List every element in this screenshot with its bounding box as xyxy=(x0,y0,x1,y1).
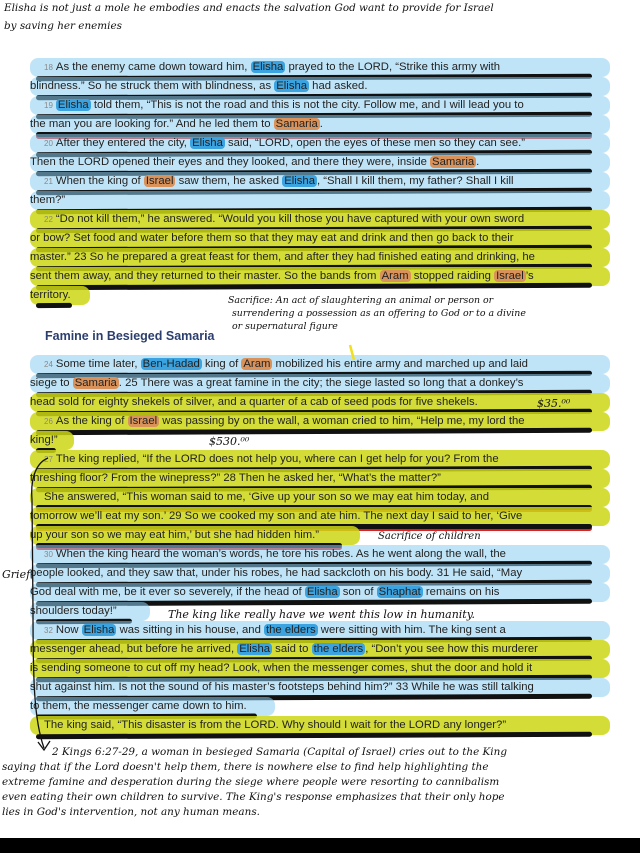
verse-text: the man you are looking for.” And he led them to xyxy=(30,118,274,130)
summary-line1: 2 Kings 6:27-29, a woman in besieged Samaria (Capital of Israel) cries out to the King xyxy=(52,746,507,758)
name-highlight: Elisha xyxy=(239,643,271,655)
verse-line xyxy=(30,286,90,305)
verse-text: She answered, “This woman said to me, ‘Give up your son so we may eat him today, and xyxy=(44,491,489,503)
summary-line2: saying that if the Lord doesn't help them, there is nowhere else to find help highlighting the xyxy=(2,761,489,773)
passage-2 xyxy=(30,355,610,735)
verse-line xyxy=(30,602,150,621)
verse-text: messenger ahead, but before he arrived, xyxy=(30,643,238,655)
verse-text: told them, “This is not the road and this is not the city. Follow me, and I will lead you to xyxy=(90,99,524,111)
verse-text: remains on his xyxy=(422,586,500,598)
verse-line xyxy=(30,488,610,507)
verse-line xyxy=(30,153,610,172)
verse-text: As the enemy came down toward him, xyxy=(55,61,251,73)
verse-line xyxy=(30,621,610,640)
verse-text: . xyxy=(319,118,323,130)
verse-number: 19 xyxy=(44,101,53,110)
verse-text: had asked. xyxy=(309,80,368,92)
verse-text: After they entered the city, xyxy=(55,137,191,149)
verse-text: them?” xyxy=(30,194,66,206)
verse-number: 30 xyxy=(44,550,53,559)
verse-text: siege to xyxy=(30,377,73,389)
verse-text: king of xyxy=(201,358,242,370)
humanity-note: The king like really have we went this low in humanity. xyxy=(168,608,475,621)
verse-line xyxy=(30,564,610,583)
name-highlight: Aram xyxy=(243,358,271,370)
verse-line xyxy=(30,191,610,210)
section-heading: Famine in Besieged Samaria xyxy=(45,329,215,343)
verse-text: Some time later, xyxy=(55,358,141,370)
verse-line xyxy=(30,248,610,267)
name-highlight: Aram xyxy=(381,270,409,282)
name-highlight: Elisha xyxy=(57,99,89,111)
top-note-line1: Elisha is not just a mole he embodies and enacts the salvation God want to provide for Israel xyxy=(4,2,494,14)
price-note-530: $530.⁰⁰ xyxy=(209,435,250,448)
verse-text: The king replied, “If the LORD does not help you, where can I get help for you? From the xyxy=(55,453,499,465)
verse-text: The king said, “This disaster is from the LORD. Why should I wait for the LORD any longer?” xyxy=(44,719,507,731)
verse-text: mobilized his entire army and marched up and laid xyxy=(272,358,528,370)
verse-text: territory. xyxy=(30,289,71,301)
verse-text: to them, the messenger came down to him. xyxy=(30,700,247,712)
summary-line3: extreme famine and desperation during the siege where people were resorting to cannibalism xyxy=(2,776,500,788)
verse-text: was sitting in his house, and xyxy=(116,624,265,636)
verse-number: 27 xyxy=(44,455,53,464)
sacrifice-note-l1: Sacrifice: An act of slaughtering an animal or person or xyxy=(228,295,494,306)
verse-line xyxy=(30,716,610,735)
name-highlight: the elders xyxy=(266,624,316,636)
verse-number: 18 xyxy=(44,63,53,72)
verse-text: head sold for eighty shekels of silver, and a quarter of a cab of seed pods for five shekels. xyxy=(30,396,478,408)
verse-text: master.” 23 So he prepared a great feast for them, and after they had finished eating and drinking, he xyxy=(30,251,535,263)
sacrifice-children-note: Sacrifice of children xyxy=(378,531,481,542)
summary-line4: even eating their own children to survive. The King's response emphasizes that their only hope xyxy=(2,791,505,803)
verse-line xyxy=(30,58,610,77)
verse-text: tomorrow we’ll eat my son.’ 29 So we cooked my son and ate him. The next day I said to her, ‘Give xyxy=(30,510,523,522)
top-note-line2: by saving her enemies xyxy=(4,20,122,32)
verse-line xyxy=(30,77,610,96)
verse-number: 26 xyxy=(44,417,53,426)
name-highlight: Samaria xyxy=(432,156,475,168)
verse-line xyxy=(30,210,610,229)
verse-text: . 25 There was a great famine in the city; the siege lasted so long that a donkey’s xyxy=(118,377,524,389)
name-highlight: Elisha xyxy=(276,80,308,92)
verse-text: ’s xyxy=(525,270,534,282)
verse-text: were sitting with him. The king sent a xyxy=(317,624,506,636)
verse-line xyxy=(30,583,610,602)
verse-text: “Do not kill them,” he answered. “Would you kill those you have captured with your own sword xyxy=(55,213,525,225)
name-highlight: Shaphat xyxy=(378,586,421,598)
verse-line xyxy=(30,412,610,431)
verse-line xyxy=(30,229,610,248)
verse-line xyxy=(30,96,610,115)
price-note-35: $35.⁰⁰ xyxy=(537,397,571,410)
verse-number: 22 xyxy=(44,215,53,224)
name-highlight: Elisha xyxy=(252,61,284,73)
summary-line5: lies in God's intervention, not any human means. xyxy=(2,806,260,818)
verse-text: God deal with me, be it ever so severely, if the head of xyxy=(30,586,305,598)
verse-text: When the king heard the woman’s words, he tore his robes. As he went along the wall, the xyxy=(55,548,506,560)
name-highlight: Israel xyxy=(129,415,158,427)
verse-line xyxy=(30,545,610,564)
verse-number: 21 xyxy=(44,177,53,186)
verse-text: stopped raiding xyxy=(410,270,495,282)
verse-text: . xyxy=(476,156,480,168)
verse-line xyxy=(30,431,74,450)
verse-number: 20 xyxy=(44,139,53,148)
name-highlight: Samaria xyxy=(74,377,117,389)
verse-line xyxy=(30,134,610,153)
name-highlight: Elisha xyxy=(306,586,338,598)
verse-line xyxy=(30,678,610,697)
name-highlight: Elisha xyxy=(284,175,315,187)
sacrifice-note-l2: surrendering a possession as an offering to God or to a divine xyxy=(232,308,526,319)
verse-text: blindness.” So he struck them with blindness, as xyxy=(30,80,275,92)
verse-text: king!” xyxy=(30,434,58,446)
verse-line xyxy=(30,115,610,134)
verse-text: shoulders today!” xyxy=(30,605,117,617)
verse-text: When the king of xyxy=(55,175,144,187)
verse-text: is sending someone to cut off my head? Look, when the messenger comes, shut the door and hold it xyxy=(30,662,533,674)
name-highlight: the elders xyxy=(313,643,364,655)
verse-line xyxy=(30,355,610,374)
verse-text: son of xyxy=(339,586,377,598)
grief-note: Grief xyxy=(2,568,31,581)
verse-text: was passing by on the wall, a woman cried to him, “Help me, my lord the xyxy=(159,415,525,427)
verse-text: sent them away, and they returned to their master. So the bands from xyxy=(30,270,380,282)
verse-line xyxy=(30,374,610,393)
passage-1 xyxy=(30,58,610,305)
verse-text: said, “LORD, open the eyes of these men so they can see.” xyxy=(224,137,526,149)
verse-line xyxy=(30,526,360,545)
verse-text: people looked, and they saw that, under his robes, he had sackcloth on his body. 31 He said, “May xyxy=(30,567,523,579)
verse-number: 32 xyxy=(44,626,53,635)
name-highlight: Elisha xyxy=(83,624,115,636)
verse-line xyxy=(30,640,610,659)
verse-line xyxy=(30,507,610,526)
verse-line xyxy=(30,267,610,286)
verse-text: threshing floor? From the winepress?” 28 Then he asked her, “What’s the matter?” xyxy=(30,472,441,484)
verse-text: shut against him. Is not the sound of his master’s footsteps behind him?” 33 While he was still talking xyxy=(30,681,534,693)
verse-line xyxy=(30,659,610,678)
verse-text: said to xyxy=(272,643,312,655)
name-highlight: Samaria xyxy=(275,118,318,130)
verse-text: As the king of xyxy=(55,415,128,427)
verse-line xyxy=(30,393,610,412)
verse-line xyxy=(30,469,610,488)
name-highlight: Israel xyxy=(145,175,174,187)
name-highlight: Ben-Hadad xyxy=(142,358,200,370)
verse-text: up your son so we may eat him,’ but she had hidden him.” xyxy=(30,529,320,541)
name-highlight: Israel xyxy=(496,270,524,282)
verse-text: Then the LORD opened their eyes and they looked, and there they were, inside xyxy=(30,156,431,168)
verse-line xyxy=(30,450,610,469)
verse-text: , “Don’t you see how this murderer xyxy=(365,643,538,655)
sacrifice-note-l3: or supernatural figure xyxy=(232,321,338,332)
verse-number: 24 xyxy=(44,360,53,369)
verse-text: Now xyxy=(55,624,82,636)
verse-text: saw them, he asked xyxy=(175,175,283,187)
verse-line xyxy=(30,697,275,716)
name-highlight: Elisha xyxy=(192,137,223,149)
verse-line xyxy=(30,172,610,191)
verse-text: or bow? Set food and water before them so that they may eat and drink and then go back to their xyxy=(30,232,514,244)
verse-text: prayed to the LORD, “Strike this army with xyxy=(285,61,501,73)
verse-text: , “Shall I kill them, my father? Shall I kill xyxy=(316,175,514,187)
